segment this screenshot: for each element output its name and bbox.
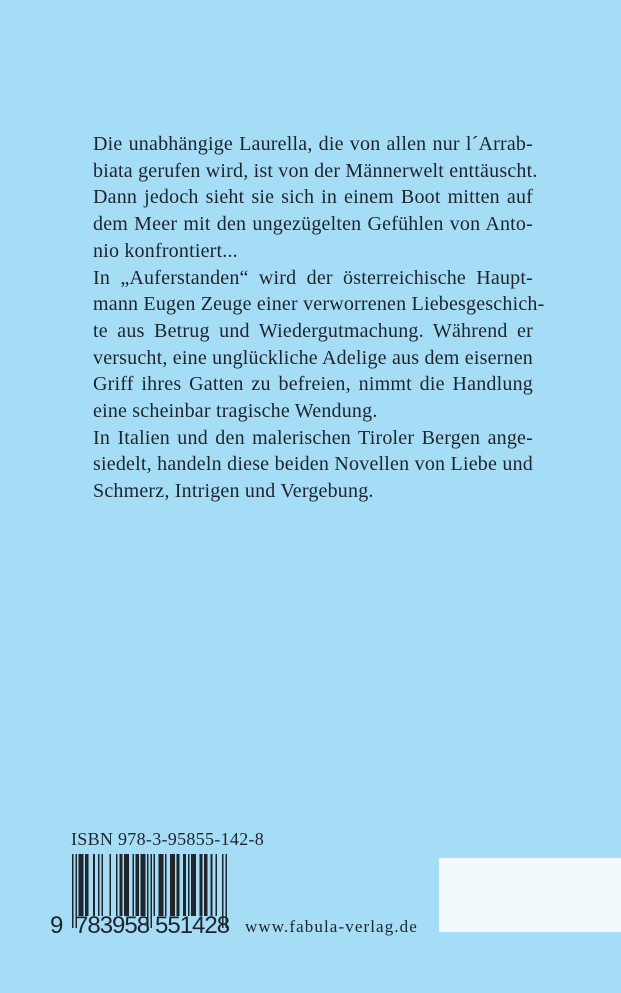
blurb-line: versucht, eine unglückliche Adelige aus dem eisernen (93, 346, 533, 369)
blurb-text (93, 131, 545, 505)
barcode-digits-right: 551428 (155, 912, 230, 939)
blurb-line: Die unabhängige Laurella, die von allen nur l´Arrab- (93, 133, 533, 155)
blurb-line: siedelt, handeln diese beiden Novellen von Liebe und (93, 453, 533, 476)
blurb-line: Dann jedoch sieht sie sich in einem Boot mitten auf (93, 186, 533, 209)
fold-white-box (439, 858, 621, 932)
blurb-line: Schmerz, Intrigen und Vergebung. (93, 480, 374, 503)
barcode-digit-prefix: 9 (50, 912, 63, 939)
blurb-line: In „Auferstanden“ wird der österreichische Haupt- (93, 266, 533, 289)
blurb-line: biata gerufen wird, ist von der Männerwelt enttäuscht. (93, 159, 538, 182)
isbn-label: ISBN 978-3-95855-142-8 (71, 829, 265, 849)
blurb-line: Griff ihres Gatten zu befreien, nimmt die Handlung (93, 373, 533, 396)
blurb-line: te aus Betrug und Wiedergutmachung. Während er (93, 319, 533, 342)
barcode-digits-left: 783958 (75, 912, 150, 939)
blurb-line: mann Eugen Zeuge einer verworrenen Liebesgeschich- (93, 293, 545, 316)
publisher-website: www.fabula-verlag.de (245, 917, 418, 936)
blurb-line: nio konfrontiert... (93, 239, 238, 262)
blurb-line: In Italien und den malerischen Tiroler Bergen ange- (93, 426, 533, 449)
blurb-line: eine scheinbar tragische Wendung. (93, 400, 378, 423)
blurb-line: dem Meer mit den ungezügelten Gefühlen von Anto- (93, 213, 533, 236)
